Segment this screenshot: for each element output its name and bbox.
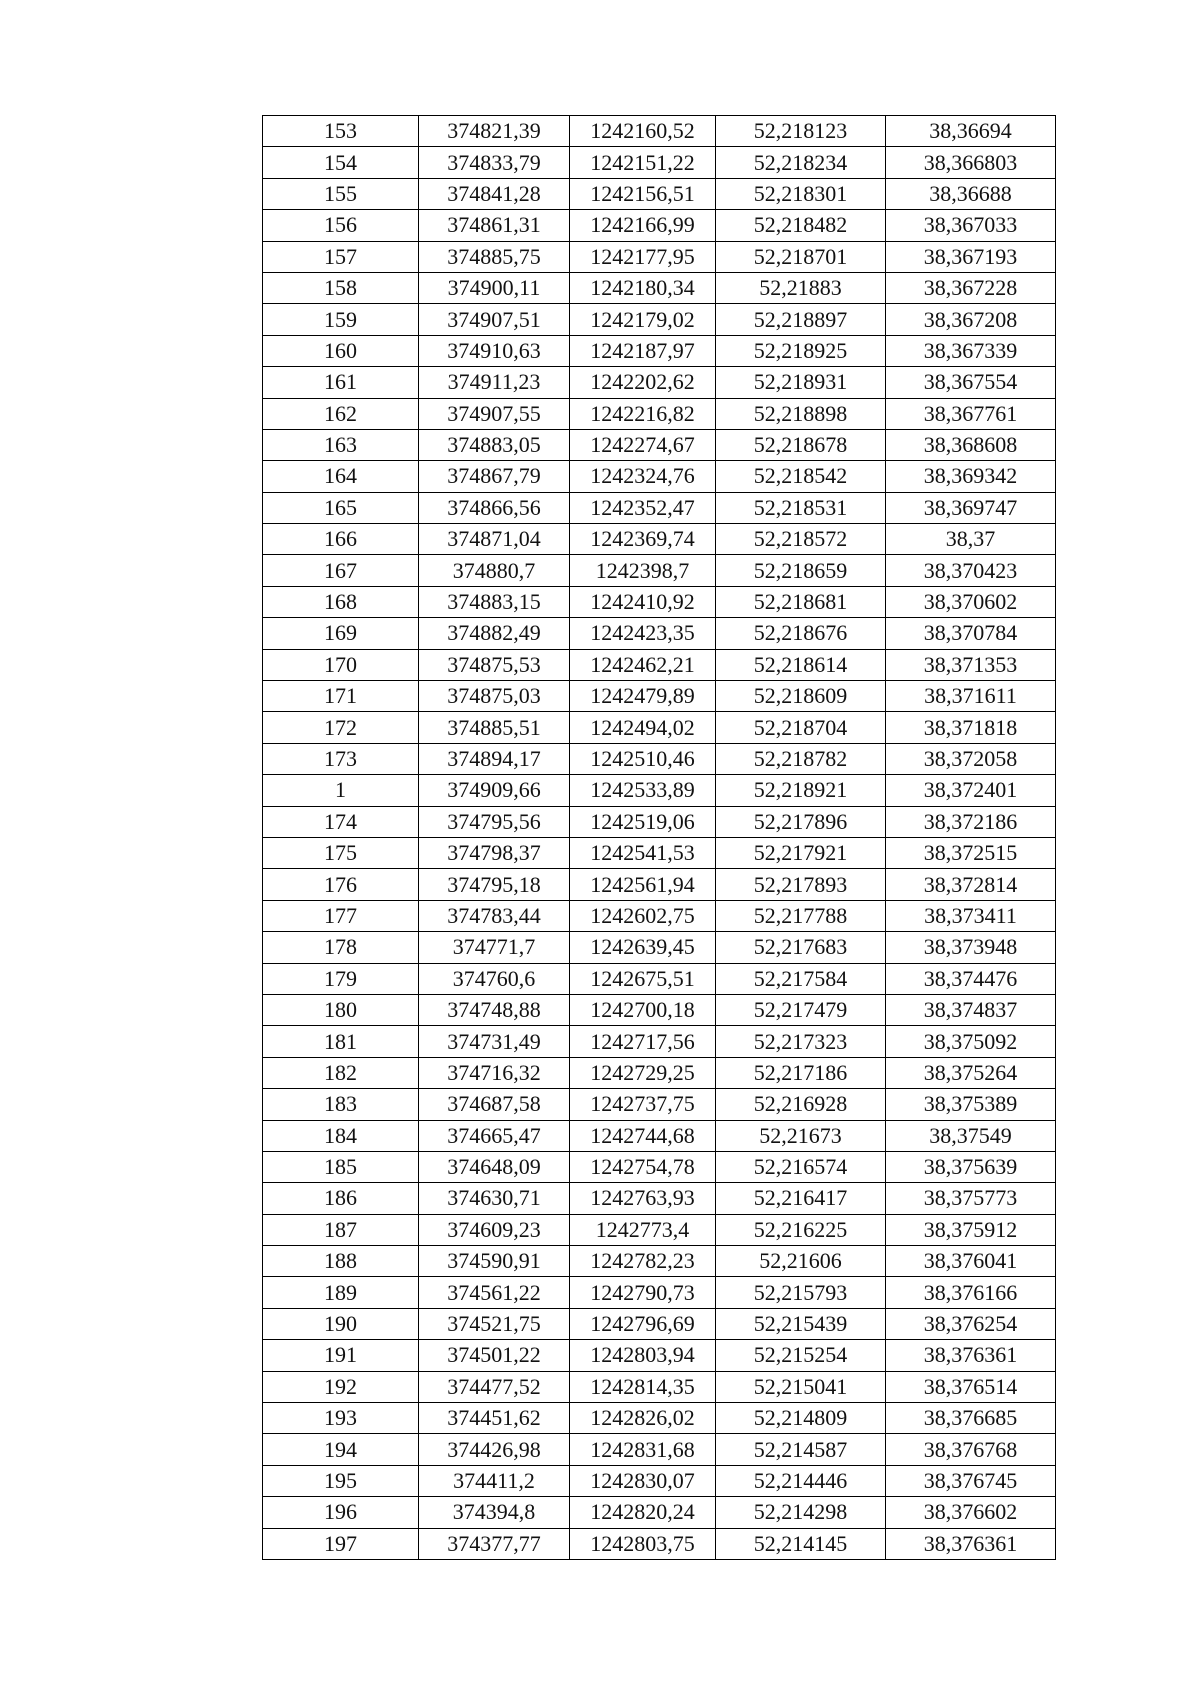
table-row — [263, 743, 1056, 774]
point-number-cell: 196 — [263, 1497, 419, 1528]
point-number-cell: 157 — [263, 241, 419, 272]
point-number-cell: 174 — [263, 806, 419, 837]
longitude-cell: 38,376361 — [886, 1528, 1056, 1559]
latitude-cell: 52,215793 — [716, 1277, 886, 1308]
latitude-cell: 52,218681 — [716, 586, 886, 617]
longitude-cell: 38,376602 — [886, 1497, 1056, 1528]
latitude-cell: 52,215439 — [716, 1308, 886, 1339]
table-row — [263, 1183, 1056, 1214]
y-coordinate-cell: 1242782,23 — [570, 1246, 716, 1277]
longitude-cell: 38,375912 — [886, 1214, 1056, 1245]
longitude-cell: 38,367193 — [886, 241, 1056, 272]
latitude-cell: 52,216417 — [716, 1183, 886, 1214]
x-coordinate-cell: 374426,98 — [419, 1434, 570, 1465]
y-coordinate-cell: 1242216,82 — [570, 398, 716, 429]
latitude-cell: 52,214446 — [716, 1465, 886, 1496]
table-row — [263, 712, 1056, 743]
longitude-cell: 38,374476 — [886, 963, 1056, 994]
x-coordinate-cell: 374665,47 — [419, 1120, 570, 1151]
y-coordinate-cell: 1242510,46 — [570, 743, 716, 774]
longitude-cell: 38,375639 — [886, 1151, 1056, 1182]
y-coordinate-cell: 1242180,34 — [570, 272, 716, 303]
x-coordinate-cell: 374731,49 — [419, 1026, 570, 1057]
x-coordinate-cell: 374882,49 — [419, 618, 570, 649]
table-row — [263, 963, 1056, 994]
table-row — [263, 367, 1056, 398]
y-coordinate-cell: 1242324,76 — [570, 461, 716, 492]
latitude-cell: 52,218614 — [716, 649, 886, 680]
longitude-cell: 38,36694 — [886, 116, 1056, 147]
latitude-cell: 52,218782 — [716, 743, 886, 774]
latitude-cell: 52,218301 — [716, 178, 886, 209]
y-coordinate-cell: 1242814,35 — [570, 1371, 716, 1402]
point-number-cell: 187 — [263, 1214, 419, 1245]
y-coordinate-cell: 1242744,68 — [570, 1120, 716, 1151]
x-coordinate-cell: 374907,51 — [419, 304, 570, 335]
latitude-cell: 52,216574 — [716, 1151, 886, 1182]
point-number-cell: 169 — [263, 618, 419, 649]
latitude-cell: 52,218609 — [716, 681, 886, 712]
longitude-cell: 38,369747 — [886, 492, 1056, 523]
longitude-cell: 38,372401 — [886, 775, 1056, 806]
y-coordinate-cell: 1242561,94 — [570, 869, 716, 900]
latitude-cell: 52,218123 — [716, 116, 886, 147]
longitude-cell: 38,372186 — [886, 806, 1056, 837]
longitude-cell: 38,367228 — [886, 272, 1056, 303]
latitude-cell: 52,216225 — [716, 1214, 886, 1245]
table-row — [263, 1340, 1056, 1371]
table-row — [263, 1151, 1056, 1182]
point-number-cell: 160 — [263, 335, 419, 366]
table-row — [263, 555, 1056, 586]
x-coordinate-cell: 374866,56 — [419, 492, 570, 523]
table-row — [263, 1026, 1056, 1057]
y-coordinate-cell: 1242729,25 — [570, 1057, 716, 1088]
x-coordinate-cell: 374561,22 — [419, 1277, 570, 1308]
table-row — [263, 994, 1056, 1025]
table-row — [263, 869, 1056, 900]
x-coordinate-cell: 374687,58 — [419, 1089, 570, 1120]
x-coordinate-cell: 374875,03 — [419, 681, 570, 712]
longitude-cell: 38,373948 — [886, 932, 1056, 963]
table-row — [263, 210, 1056, 241]
point-number-cell: 182 — [263, 1057, 419, 1088]
latitude-cell: 52,218542 — [716, 461, 886, 492]
latitude-cell: 52,216928 — [716, 1089, 886, 1120]
point-number-cell: 192 — [263, 1371, 419, 1402]
latitude-cell: 52,218482 — [716, 210, 886, 241]
y-coordinate-cell: 1242479,89 — [570, 681, 716, 712]
longitude-cell: 38,376685 — [886, 1403, 1056, 1434]
table-row — [263, 1403, 1056, 1434]
table-row — [263, 1528, 1056, 1559]
x-coordinate-cell: 374394,8 — [419, 1497, 570, 1528]
table-row — [263, 618, 1056, 649]
y-coordinate-cell: 1242369,74 — [570, 524, 716, 555]
latitude-cell: 52,21673 — [716, 1120, 886, 1151]
table-row — [263, 524, 1056, 555]
y-coordinate-cell: 1242602,75 — [570, 900, 716, 931]
x-coordinate-cell: 374451,62 — [419, 1403, 570, 1434]
x-coordinate-cell: 374885,75 — [419, 241, 570, 272]
longitude-cell: 38,371611 — [886, 681, 1056, 712]
longitude-cell: 38,37 — [886, 524, 1056, 555]
latitude-cell: 52,215041 — [716, 1371, 886, 1402]
table-row — [263, 1277, 1056, 1308]
x-coordinate-cell: 374630,71 — [419, 1183, 570, 1214]
x-coordinate-cell: 374590,91 — [419, 1246, 570, 1277]
latitude-cell: 52,217479 — [716, 994, 886, 1025]
table-row — [263, 398, 1056, 429]
point-number-cell: 185 — [263, 1151, 419, 1182]
point-number-cell: 175 — [263, 837, 419, 868]
longitude-cell: 38,376745 — [886, 1465, 1056, 1496]
point-number-cell: 195 — [263, 1465, 419, 1496]
table-row — [263, 900, 1056, 931]
longitude-cell: 38,376166 — [886, 1277, 1056, 1308]
latitude-cell: 52,218897 — [716, 304, 886, 335]
y-coordinate-cell: 1242796,69 — [570, 1308, 716, 1339]
y-coordinate-cell: 1242398,7 — [570, 555, 716, 586]
latitude-cell: 52,218659 — [716, 555, 886, 586]
point-number-cell: 163 — [263, 429, 419, 460]
point-number-cell: 171 — [263, 681, 419, 712]
table-row — [263, 806, 1056, 837]
table-row — [263, 586, 1056, 617]
x-coordinate-cell: 374883,05 — [419, 429, 570, 460]
x-coordinate-cell: 374841,28 — [419, 178, 570, 209]
point-number-cell: 166 — [263, 524, 419, 555]
latitude-cell: 52,214145 — [716, 1528, 886, 1559]
point-number-cell: 186 — [263, 1183, 419, 1214]
longitude-cell: 38,376514 — [886, 1371, 1056, 1402]
point-number-cell: 180 — [263, 994, 419, 1025]
latitude-cell: 52,214587 — [716, 1434, 886, 1465]
latitude-cell: 52,218931 — [716, 367, 886, 398]
x-coordinate-cell: 374377,77 — [419, 1528, 570, 1559]
point-number-cell: 156 — [263, 210, 419, 241]
point-number-cell: 197 — [263, 1528, 419, 1559]
y-coordinate-cell: 1242754,78 — [570, 1151, 716, 1182]
longitude-cell: 38,372814 — [886, 869, 1056, 900]
y-coordinate-cell: 1242410,92 — [570, 586, 716, 617]
point-number-cell: 178 — [263, 932, 419, 963]
y-coordinate-cell: 1242156,51 — [570, 178, 716, 209]
y-coordinate-cell: 1242675,51 — [570, 963, 716, 994]
x-coordinate-cell: 374501,22 — [419, 1340, 570, 1371]
table-row — [263, 241, 1056, 272]
y-coordinate-cell: 1242737,75 — [570, 1089, 716, 1120]
y-coordinate-cell: 1242790,73 — [570, 1277, 716, 1308]
latitude-cell: 52,217584 — [716, 963, 886, 994]
latitude-cell: 52,218234 — [716, 147, 886, 178]
point-number-cell: 188 — [263, 1246, 419, 1277]
y-coordinate-cell: 1242274,67 — [570, 429, 716, 460]
point-number-cell: 173 — [263, 743, 419, 774]
x-coordinate-cell: 374911,23 — [419, 367, 570, 398]
longitude-cell: 38,375389 — [886, 1089, 1056, 1120]
longitude-cell: 38,371353 — [886, 649, 1056, 680]
x-coordinate-cell: 374880,7 — [419, 555, 570, 586]
table-row — [263, 335, 1056, 366]
longitude-cell: 38,370602 — [886, 586, 1056, 617]
y-coordinate-cell: 1242177,95 — [570, 241, 716, 272]
x-coordinate-cell: 374411,2 — [419, 1465, 570, 1496]
latitude-cell: 52,214809 — [716, 1403, 886, 1434]
point-number-cell: 170 — [263, 649, 419, 680]
x-coordinate-cell: 374909,66 — [419, 775, 570, 806]
coordinates-table — [262, 115, 1056, 1560]
x-coordinate-cell: 374783,44 — [419, 900, 570, 931]
x-coordinate-cell: 374875,53 — [419, 649, 570, 680]
x-coordinate-cell: 374900,11 — [419, 272, 570, 303]
table-row — [263, 304, 1056, 335]
x-coordinate-cell: 374871,04 — [419, 524, 570, 555]
y-coordinate-cell: 1242179,02 — [570, 304, 716, 335]
y-coordinate-cell: 1242717,56 — [570, 1026, 716, 1057]
table-row — [263, 429, 1056, 460]
longitude-cell: 38,374837 — [886, 994, 1056, 1025]
y-coordinate-cell: 1242202,62 — [570, 367, 716, 398]
longitude-cell: 38,370423 — [886, 555, 1056, 586]
table-row — [263, 932, 1056, 963]
table-row — [263, 461, 1056, 492]
point-number-cell: 168 — [263, 586, 419, 617]
x-coordinate-cell: 374861,31 — [419, 210, 570, 241]
longitude-cell: 38,36688 — [886, 178, 1056, 209]
y-coordinate-cell: 1242160,52 — [570, 116, 716, 147]
point-number-cell: 164 — [263, 461, 419, 492]
y-coordinate-cell: 1242831,68 — [570, 1434, 716, 1465]
latitude-cell: 52,218925 — [716, 335, 886, 366]
point-number-cell: 189 — [263, 1277, 419, 1308]
longitude-cell: 38,367033 — [886, 210, 1056, 241]
longitude-cell: 38,371818 — [886, 712, 1056, 743]
point-number-cell: 177 — [263, 900, 419, 931]
longitude-cell: 38,376254 — [886, 1308, 1056, 1339]
latitude-cell: 52,218898 — [716, 398, 886, 429]
point-number-cell: 1 — [263, 775, 419, 806]
latitude-cell: 52,218531 — [716, 492, 886, 523]
longitude-cell: 38,375264 — [886, 1057, 1056, 1088]
point-number-cell: 176 — [263, 869, 419, 900]
point-number-cell: 155 — [263, 178, 419, 209]
longitude-cell: 38,372515 — [886, 837, 1056, 868]
longitude-cell: 38,37549 — [886, 1120, 1056, 1151]
longitude-cell: 38,366803 — [886, 147, 1056, 178]
table-row — [263, 1214, 1056, 1245]
latitude-cell: 52,21606 — [716, 1246, 886, 1277]
x-coordinate-cell: 374885,51 — [419, 712, 570, 743]
y-coordinate-cell: 1242820,24 — [570, 1497, 716, 1528]
point-number-cell: 191 — [263, 1340, 419, 1371]
x-coordinate-cell: 374648,09 — [419, 1151, 570, 1182]
y-coordinate-cell: 1242423,35 — [570, 618, 716, 649]
x-coordinate-cell: 374821,39 — [419, 116, 570, 147]
latitude-cell: 52,218701 — [716, 241, 886, 272]
table-row — [263, 1371, 1056, 1402]
latitude-cell: 52,217893 — [716, 869, 886, 900]
y-coordinate-cell: 1242763,93 — [570, 1183, 716, 1214]
longitude-cell: 38,375773 — [886, 1183, 1056, 1214]
table-row — [263, 837, 1056, 868]
table-row — [263, 1089, 1056, 1120]
y-coordinate-cell: 1242494,02 — [570, 712, 716, 743]
y-coordinate-cell: 1242519,06 — [570, 806, 716, 837]
table-row — [263, 492, 1056, 523]
point-number-cell: 158 — [263, 272, 419, 303]
point-number-cell: 181 — [263, 1026, 419, 1057]
latitude-cell: 52,217186 — [716, 1057, 886, 1088]
y-coordinate-cell: 1242639,45 — [570, 932, 716, 963]
table-row — [263, 1497, 1056, 1528]
latitude-cell: 52,21883 — [716, 272, 886, 303]
point-number-cell: 162 — [263, 398, 419, 429]
table-row — [263, 1246, 1056, 1277]
coordinates-table-body — [263, 116, 1056, 1560]
longitude-cell: 38,376768 — [886, 1434, 1056, 1465]
y-coordinate-cell: 1242352,47 — [570, 492, 716, 523]
x-coordinate-cell: 374771,7 — [419, 932, 570, 963]
table-row — [263, 1120, 1056, 1151]
point-number-cell: 161 — [263, 367, 419, 398]
latitude-cell: 52,218678 — [716, 429, 886, 460]
latitude-cell: 52,217323 — [716, 1026, 886, 1057]
table-row — [263, 775, 1056, 806]
x-coordinate-cell: 374910,63 — [419, 335, 570, 366]
x-coordinate-cell: 374748,88 — [419, 994, 570, 1025]
x-coordinate-cell: 374798,37 — [419, 837, 570, 868]
latitude-cell: 52,214298 — [716, 1497, 886, 1528]
table-row — [263, 1057, 1056, 1088]
longitude-cell: 38,376041 — [886, 1246, 1056, 1277]
table-row — [263, 1465, 1056, 1496]
longitude-cell: 38,368608 — [886, 429, 1056, 460]
y-coordinate-cell: 1242773,4 — [570, 1214, 716, 1245]
latitude-cell: 52,217921 — [716, 837, 886, 868]
x-coordinate-cell: 374833,79 — [419, 147, 570, 178]
y-coordinate-cell: 1242803,75 — [570, 1528, 716, 1559]
x-coordinate-cell: 374795,18 — [419, 869, 570, 900]
x-coordinate-cell: 374795,56 — [419, 806, 570, 837]
longitude-cell: 38,367554 — [886, 367, 1056, 398]
latitude-cell: 52,218921 — [716, 775, 886, 806]
y-coordinate-cell: 1242830,07 — [570, 1465, 716, 1496]
longitude-cell: 38,367339 — [886, 335, 1056, 366]
longitude-cell: 38,370784 — [886, 618, 1056, 649]
y-coordinate-cell: 1242826,02 — [570, 1403, 716, 1434]
latitude-cell: 52,217683 — [716, 932, 886, 963]
longitude-cell: 38,376361 — [886, 1340, 1056, 1371]
latitude-cell: 52,217788 — [716, 900, 886, 931]
point-number-cell: 154 — [263, 147, 419, 178]
x-coordinate-cell: 374883,15 — [419, 586, 570, 617]
y-coordinate-cell: 1242803,94 — [570, 1340, 716, 1371]
table-row — [263, 147, 1056, 178]
x-coordinate-cell: 374477,52 — [419, 1371, 570, 1402]
longitude-cell: 38,367208 — [886, 304, 1056, 335]
table-row — [263, 178, 1056, 209]
y-coordinate-cell: 1242166,99 — [570, 210, 716, 241]
y-coordinate-cell: 1242151,22 — [570, 147, 716, 178]
table-row — [263, 1434, 1056, 1465]
y-coordinate-cell: 1242187,97 — [570, 335, 716, 366]
longitude-cell: 38,372058 — [886, 743, 1056, 774]
table-row — [263, 272, 1056, 303]
latitude-cell: 52,218676 — [716, 618, 886, 649]
point-number-cell: 165 — [263, 492, 419, 523]
y-coordinate-cell: 1242700,18 — [570, 994, 716, 1025]
point-number-cell: 194 — [263, 1434, 419, 1465]
x-coordinate-cell: 374609,23 — [419, 1214, 570, 1245]
latitude-cell: 52,218704 — [716, 712, 886, 743]
y-coordinate-cell: 1242541,53 — [570, 837, 716, 868]
y-coordinate-cell: 1242462,21 — [570, 649, 716, 680]
longitude-cell: 38,375092 — [886, 1026, 1056, 1057]
point-number-cell: 159 — [263, 304, 419, 335]
longitude-cell: 38,373411 — [886, 900, 1056, 931]
x-coordinate-cell: 374716,32 — [419, 1057, 570, 1088]
longitude-cell: 38,367761 — [886, 398, 1056, 429]
x-coordinate-cell: 374894,17 — [419, 743, 570, 774]
point-number-cell: 172 — [263, 712, 419, 743]
latitude-cell: 52,218572 — [716, 524, 886, 555]
point-number-cell: 153 — [263, 116, 419, 147]
longitude-cell: 38,369342 — [886, 461, 1056, 492]
latitude-cell: 52,217896 — [716, 806, 886, 837]
point-number-cell: 183 — [263, 1089, 419, 1120]
point-number-cell: 190 — [263, 1308, 419, 1339]
y-coordinate-cell: 1242533,89 — [570, 775, 716, 806]
point-number-cell: 167 — [263, 555, 419, 586]
point-number-cell: 193 — [263, 1403, 419, 1434]
x-coordinate-cell: 374521,75 — [419, 1308, 570, 1339]
table-row — [263, 116, 1056, 147]
x-coordinate-cell: 374760,6 — [419, 963, 570, 994]
table-row — [263, 1308, 1056, 1339]
x-coordinate-cell: 374867,79 — [419, 461, 570, 492]
table-row — [263, 681, 1056, 712]
point-number-cell: 184 — [263, 1120, 419, 1151]
table-row — [263, 649, 1056, 680]
latitude-cell: 52,215254 — [716, 1340, 886, 1371]
x-coordinate-cell: 374907,55 — [419, 398, 570, 429]
point-number-cell: 179 — [263, 963, 419, 994]
